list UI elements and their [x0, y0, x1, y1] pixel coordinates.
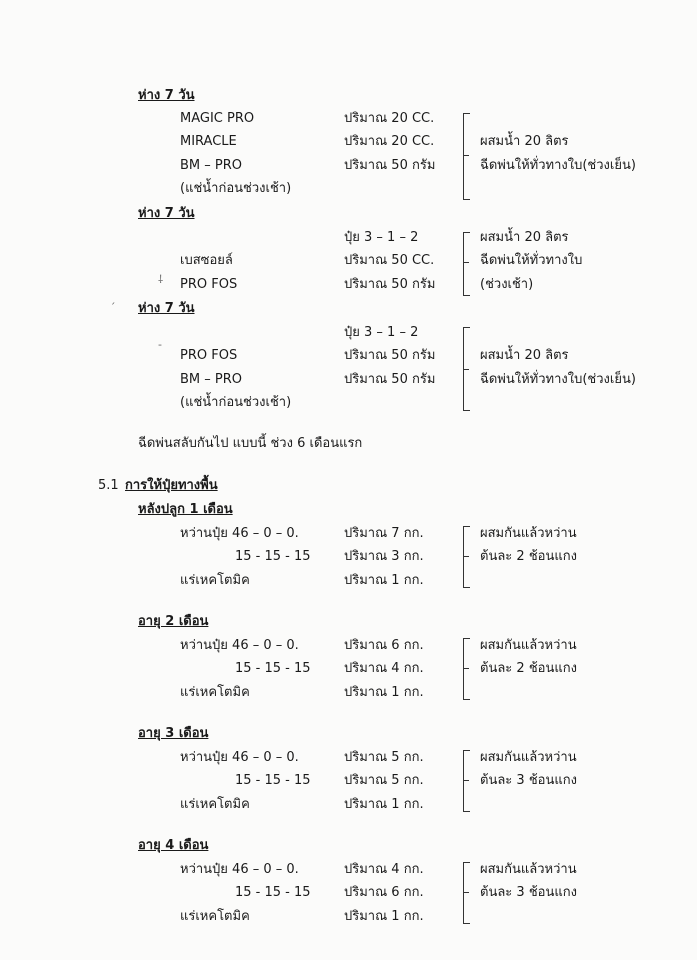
- scan-speck: ‐: [158, 338, 162, 351]
- section3-row3-amount: ปริมาณ 50 กรัม: [344, 372, 436, 387]
- section3-brace-tick: [463, 369, 469, 370]
- section1-row3-amount: ปริมาณ 50 กรัม: [344, 158, 436, 173]
- section2-brace-tick: [463, 262, 469, 263]
- scan-speck: ⸸: [158, 273, 164, 286]
- group2-row2-amount: ปริมาณ 4 กก.: [344, 661, 424, 676]
- section3-heading: ห่าง 7 วัน: [138, 301, 195, 316]
- group2-note2: ต้นละ 2 ช้อนแกง: [480, 661, 577, 676]
- group1-row3-name: แร่เหคโตมิค: [180, 573, 250, 588]
- section3-row4-name: (แช่น้ำก่อนช่วงเช้า): [180, 395, 292, 410]
- group1-row1-amount: ปริมาณ 7 กก.: [344, 526, 424, 541]
- section3-note1: ผสมน้ำ 20 ลิตร: [480, 348, 569, 363]
- section2-note1: ผสมน้ำ 20 ลิตร: [480, 230, 569, 245]
- group2-row1-amount: ปริมาณ 6 กก.: [344, 638, 424, 653]
- section3-note2: ฉีดพ่นให้ทั่วทางใบ(ช่วงเย็น): [480, 372, 636, 387]
- group3-row3-name: แร่เหคโตมิค: [180, 797, 250, 812]
- group3-heading: อายุ 3 เดือน: [138, 726, 209, 741]
- section2-note3: (ช่วงเช้า): [480, 277, 534, 292]
- group2-row3-name: แร่เหคโตมิค: [180, 685, 250, 700]
- group4-brace-tick: [463, 892, 469, 893]
- section1-row4-name: (แช่น้ำก่อนช่วงเช้า): [180, 181, 292, 196]
- group3-note1: ผสมกันแล้วหว่าน: [480, 750, 577, 765]
- group4-row1-name: หว่านปุ๋ย 46 – 0 – 0.: [180, 862, 299, 877]
- section1-row1-amount: ปริมาณ 20 CC.: [344, 111, 435, 126]
- group1-heading: หลังปลูก 1 เดือน: [138, 502, 233, 517]
- section2-row3-name: PRO FOS: [180, 277, 238, 292]
- scan-speck: ˏ: [110, 292, 116, 305]
- group3-row1-amount: ปริมาณ 5 กก.: [344, 750, 424, 765]
- summary-text: ฉีดพ่นสลับกันไป แบบนี้ ช่วง 6 เดือนแรก: [138, 436, 363, 451]
- group2-note1: ผสมกันแล้วหว่าน: [480, 638, 577, 653]
- section1-note1: ผสมน้ำ 20 ลิตร: [480, 134, 569, 149]
- group1-note2: ต้นละ 2 ช้อนแกง: [480, 549, 577, 564]
- group2-row1-name: หว่านปุ๋ย 46 – 0 – 0.: [180, 638, 299, 653]
- section1-heading: ห่าง 7 วัน: [138, 88, 195, 103]
- group1-row2-amount: ปริมาณ 3 กก.: [344, 549, 424, 564]
- group1-brace-tick: [463, 556, 469, 557]
- group3-row1-name: หว่านปุ๋ย 46 – 0 – 0.: [180, 750, 299, 765]
- section1-row1-name: MAGIC PRO: [180, 111, 255, 126]
- group1-note1: ผสมกันแล้วหว่าน: [480, 526, 577, 541]
- group3-brace-tick: [463, 780, 469, 781]
- section51-number: 5.1: [98, 478, 119, 493]
- group2-heading: อายุ 2 เดือน: [138, 614, 209, 629]
- section1-brace-tick: [463, 155, 469, 156]
- group4-heading: อายุ 4 เดือน: [138, 838, 209, 853]
- section2-row2-amount: ปริมาณ 50 CC.: [344, 253, 435, 268]
- group4-note2: ต้นละ 3 ช้อนแกง: [480, 885, 577, 900]
- group3-brace: [463, 750, 470, 812]
- group4-row2-name: 15 - 15 - 15: [235, 885, 311, 900]
- section1-row3-name: BM – PRO: [180, 158, 243, 173]
- section3-row3-name: BM – PRO: [180, 372, 243, 387]
- section2-heading: ห่าง 7 วัน: [138, 206, 195, 221]
- group3-row2-amount: ปริมาณ 5 กก.: [344, 773, 424, 788]
- section1-brace: [463, 113, 470, 200]
- section2-row1-amount: ปุ๋ย 3 – 1 – 2: [344, 230, 419, 245]
- group2-brace-tick: [463, 668, 469, 669]
- section3-row1-amount: ปุ๋ย 3 – 1 – 2: [344, 325, 419, 340]
- section1-note2: ฉีดพ่นให้ทั่วทางใบ(ช่วงเย็น): [480, 158, 636, 173]
- section2-brace: [463, 232, 470, 296]
- group1-row1-name: หว่านปุ๋ย 46 – 0 – 0.: [180, 526, 299, 541]
- group3-row3-amount: ปริมาณ 1 กก.: [344, 797, 424, 812]
- section1-row2-name: MIRACLE: [180, 134, 237, 149]
- group2-brace: [463, 638, 470, 700]
- section51-title: การให้ปุ๋ยทางพื้น: [125, 478, 218, 493]
- group4-row2-amount: ปริมาณ 6 กก.: [344, 885, 424, 900]
- section1-row2-amount: ปริมาณ 20 CC.: [344, 134, 435, 149]
- group1-brace: [463, 526, 470, 588]
- group4-note1: ผสมกันแล้วหว่าน: [480, 862, 577, 877]
- group2-row2-name: 15 - 15 - 15: [235, 661, 311, 676]
- section3-row2-amount: ปริมาณ 50 กรัม: [344, 348, 436, 363]
- group3-note2: ต้นละ 3 ช้อนแกง: [480, 773, 577, 788]
- group4-brace: [463, 862, 470, 924]
- section2-row2-name: เบสซอยล์: [180, 253, 233, 268]
- group4-row1-amount: ปริมาณ 4 กก.: [344, 862, 424, 877]
- group3-row2-name: 15 - 15 - 15: [235, 773, 311, 788]
- group4-row3-name: แร่เหคโตมิค: [180, 909, 250, 924]
- group1-row2-name: 15 - 15 - 15: [235, 549, 311, 564]
- group2-row3-amount: ปริมาณ 1 กก.: [344, 685, 424, 700]
- group4-row3-amount: ปริมาณ 1 กก.: [344, 909, 424, 924]
- section2-note2: ฉีดพ่นให้ทั่วทางใบ: [480, 253, 583, 268]
- group1-row3-amount: ปริมาณ 1 กก.: [344, 573, 424, 588]
- section3-row2-name: PRO FOS: [180, 348, 238, 363]
- section2-row3-amount: ปริมาณ 50 กรัม: [344, 277, 436, 292]
